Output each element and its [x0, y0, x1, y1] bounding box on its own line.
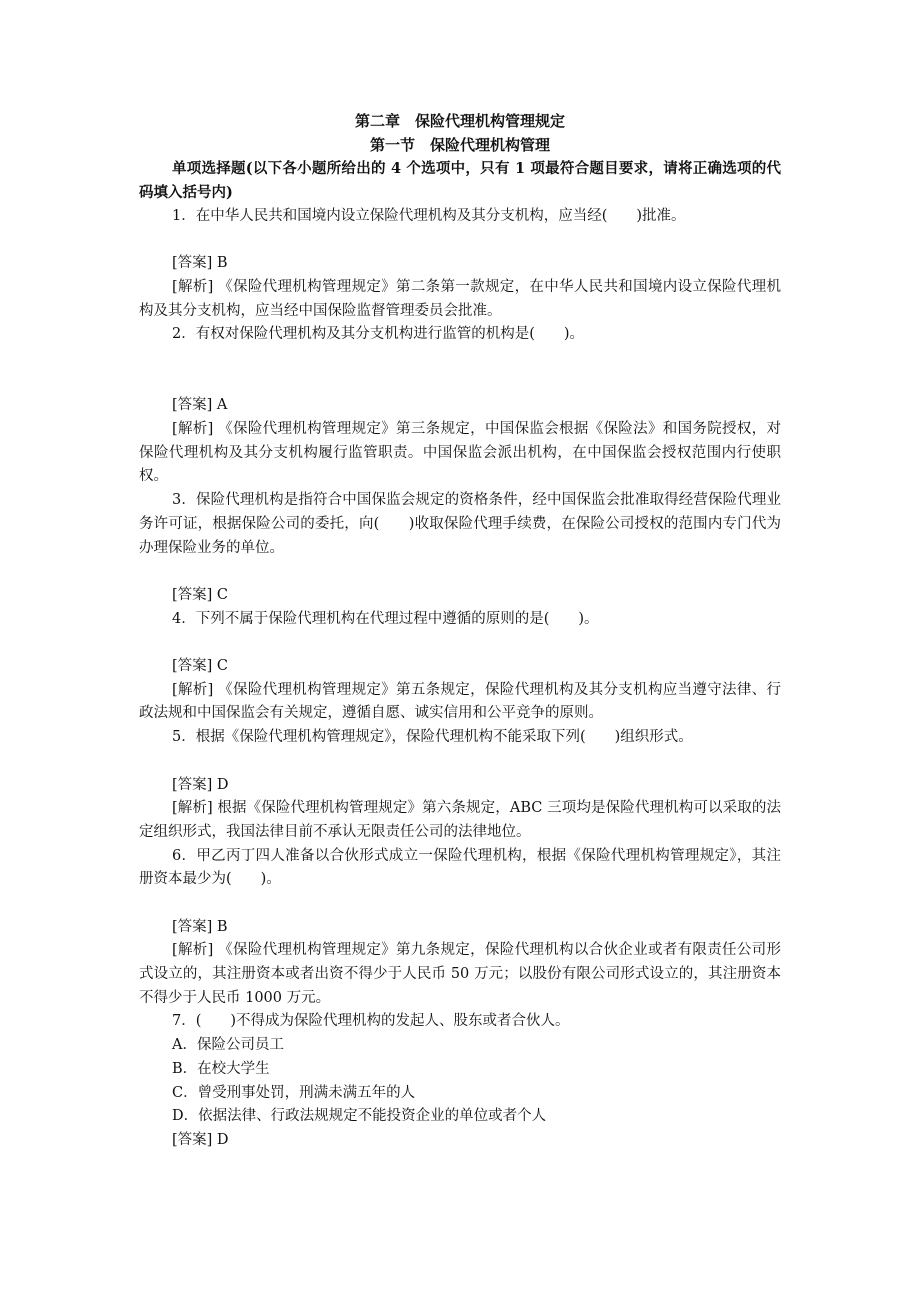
question-stem: 4．下列不属于保险代理机构在代理过程中遵循的原则的是( )。: [172, 610, 599, 627]
option: C．曾受刑事处罚，刑满未满五年的人: [172, 1084, 416, 1101]
question-stem: 2．有权对保险代理机构及其分支机构进行监管的机构是( )。: [172, 326, 585, 343]
option-row: [139, 347, 781, 371]
answer: [答案] C: [172, 658, 229, 675]
analysis: [解析] 根据《保险代理机构管理规定》第六条规定，ABC 三项均是保险代理机构可以采取的法定组织形式，我国法律目前不承认无限责任公司的法律地位。: [139, 800, 781, 840]
analysis: [解析] 《保险代理机构管理规定》第五条规定，保险代理机构及其分支机构应当遵守法律、行政法规和中国保监会有关规定，遵循自愿、诚实信用和公平竞争的原则。: [139, 681, 781, 722]
analysis: [解析] 《保险代理机构管理规定》第三条规定，中国保监会根据《保险法》和国务院授权，对保险代理机构及其分支机构履行监管职责。中国保监会派出机构，在中国保监会授权范围内行使职权。: [139, 421, 781, 485]
option-row: [139, 371, 781, 395]
option: B．在校大学生: [172, 1060, 270, 1077]
document-body: [139, 110, 781, 1153]
question-stem: 3．保险代理机构是指符合中国保监会规定的资格条件，经中国保监会批准取得经营保险代理业务许可证，根据保险公司的委托，向( )收取保险代理手续费，在保险公司授权的范围内专门代为办理保险业务的单位。: [139, 492, 781, 556]
option-row: [139, 892, 781, 916]
answer: [答案] D: [172, 776, 229, 793]
option-row: [139, 560, 781, 584]
answer: [答案] C: [172, 586, 229, 603]
answer: [答案] B: [172, 918, 228, 935]
question-stem: 7．( )不得成为保险代理机构的发起人、股东或者合伙人。: [172, 1013, 570, 1030]
analysis: [解析] 《保险代理机构管理规定》第二条第一款规定，在中华人民共和国境内设立保险代理机构及其分支机构，应当经中国保险监督管理委员会批准。: [139, 278, 781, 319]
option: A．保险公司员工: [172, 1037, 284, 1054]
question-stem: 6．甲乙丙丁四人准备以合伙形式成立一保险代理机构，根据《保险代理机构管理规定》，其注册资本最少为( )。: [139, 847, 781, 888]
question-stem: 1．在中华人民共和国境内设立保险代理机构及其分支机构，应当经( )批准。: [172, 207, 686, 224]
option-row: [139, 750, 781, 774]
instructions: 单项选择题(以下各小题所给出的 4 个选项中，只有 1 项最符合题目要求，请将正确选项的代码填入括号内): [139, 160, 781, 202]
section-title: 第一节 保险代理机构管理: [369, 135, 550, 154]
chapter-title: 第二章 保险代理机构管理规定: [354, 112, 565, 130]
answer: [答案] A: [172, 397, 228, 414]
option-row: [139, 228, 781, 252]
option: D．依据法律、行政法规规定不能投资企业的单位或者个人: [172, 1108, 547, 1125]
option-row: [139, 631, 781, 655]
analysis: [解析] 《保险代理机构管理规定》第九条规定，保险代理机构以合伙企业或者有限责任公司形式设立的，其注册资本或者出资不得少于人民币 50 万元；以股份有限公司形式设立的，其注册资本不得少于人民币 1000 万元。: [139, 942, 781, 1006]
question-stem: 5．根据《保险代理机构管理规定》，保险代理机构不能采取下列( )组织形式。: [172, 729, 693, 746]
answer: [答案] B: [172, 255, 228, 272]
answer: [答案] D: [172, 1131, 229, 1148]
